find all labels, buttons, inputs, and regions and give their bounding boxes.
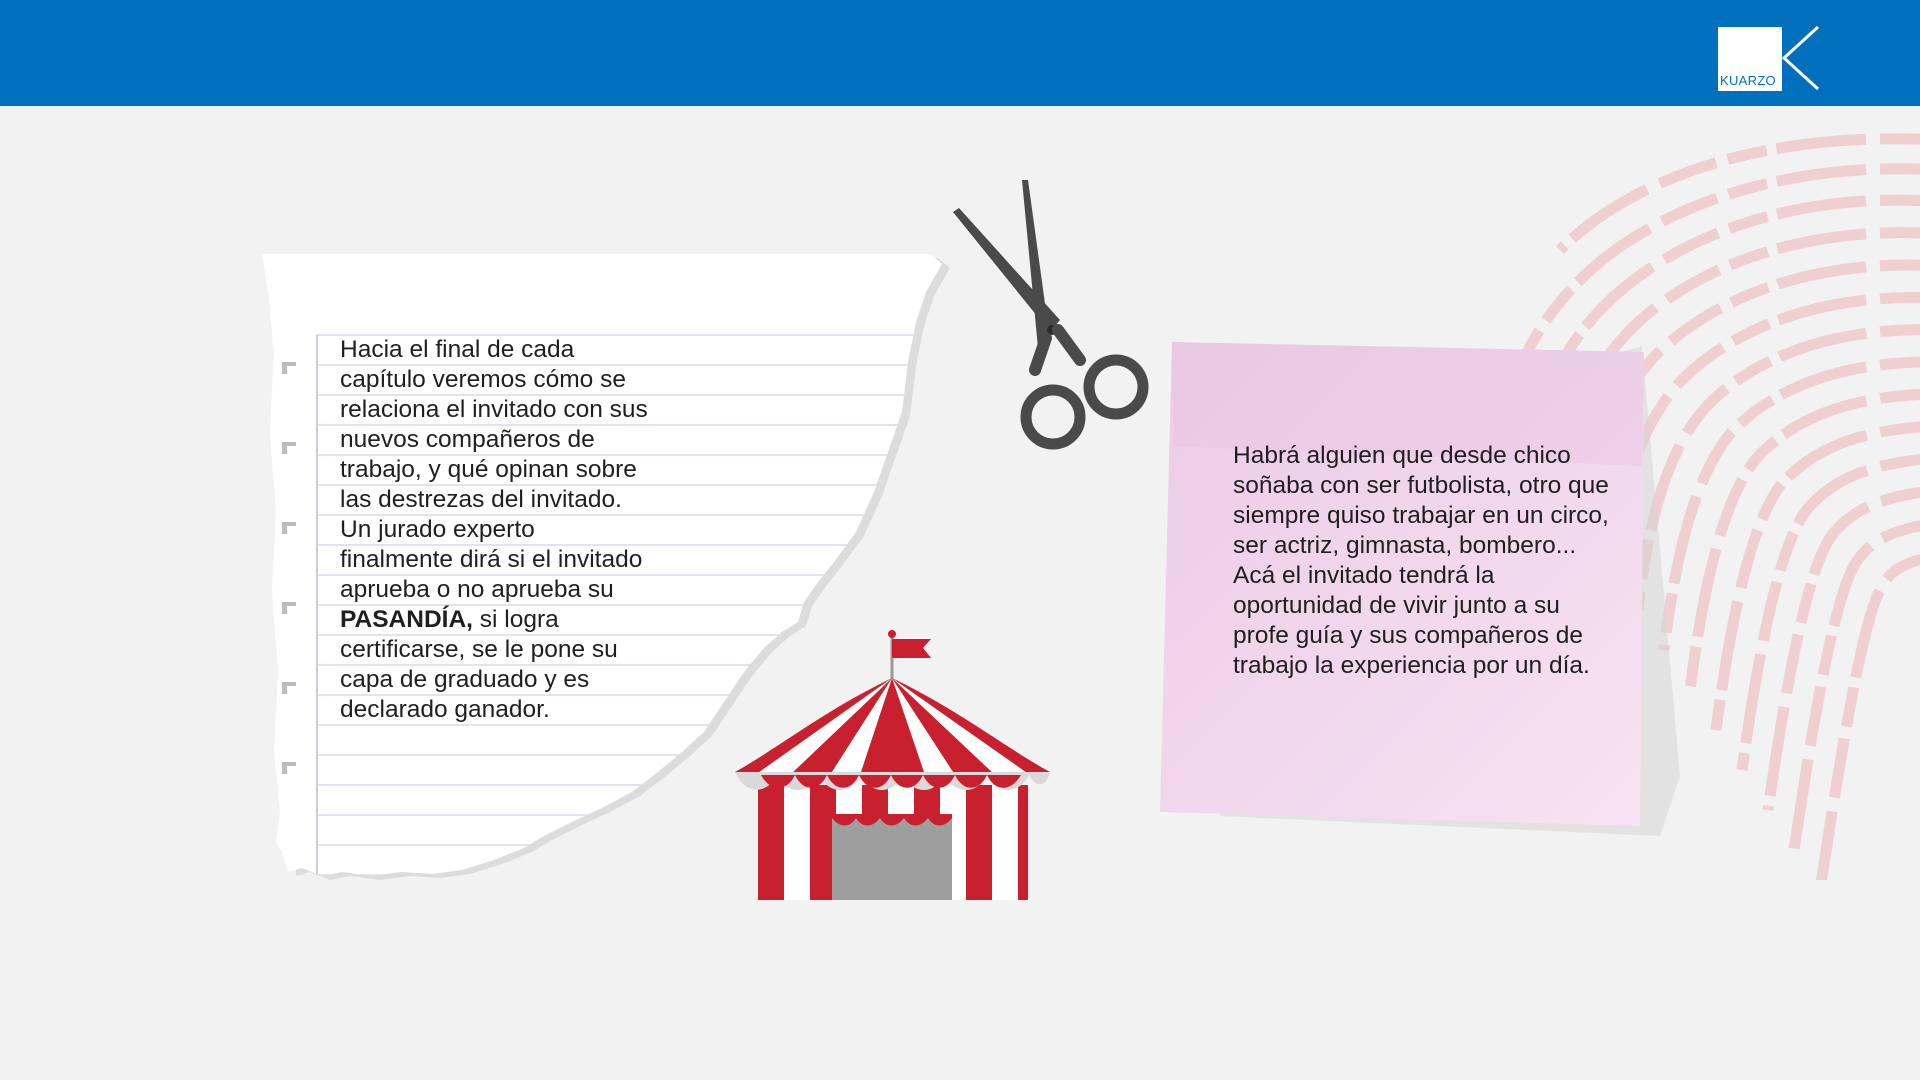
circus-tent-icon [735, 630, 1050, 900]
scissors-icon [950, 180, 1160, 460]
kuarzo-logo [1718, 25, 1828, 91]
top-bar [0, 0, 1920, 106]
pasandia-bold: PASANDÍA, [340, 606, 473, 633]
paper-note-text-start: Hacia el final de cada capítulo veremos cómo se relaciona el invitado con sus nuevos compañeros de trabajo, y qué opinan sobre las destrezas del invitado. Un jurado experto finalmente dirá si el invitado aprueba o no aprueba su [340, 336, 648, 603]
paper-note-text-end: si logra certificarse, se le pone su capa de graduado y es declarado ganador. [340, 606, 618, 723]
paper-note-text [340, 335, 740, 725]
sticky-note-text: Habrá alguien que desde chico soñaba con ser futbolista, otro que siempre quiso trabajar en un circo, ser actriz, gimnasta, bombero... Acá el invitado tendrá la oportunidad de vivir junto a su profe guía y sus compañeros de trabajo la experiencia por un día. [1233, 442, 1609, 679]
logo-k-icon [1774, 25, 1828, 91]
logo-text: KUARZO [1720, 73, 1776, 88]
